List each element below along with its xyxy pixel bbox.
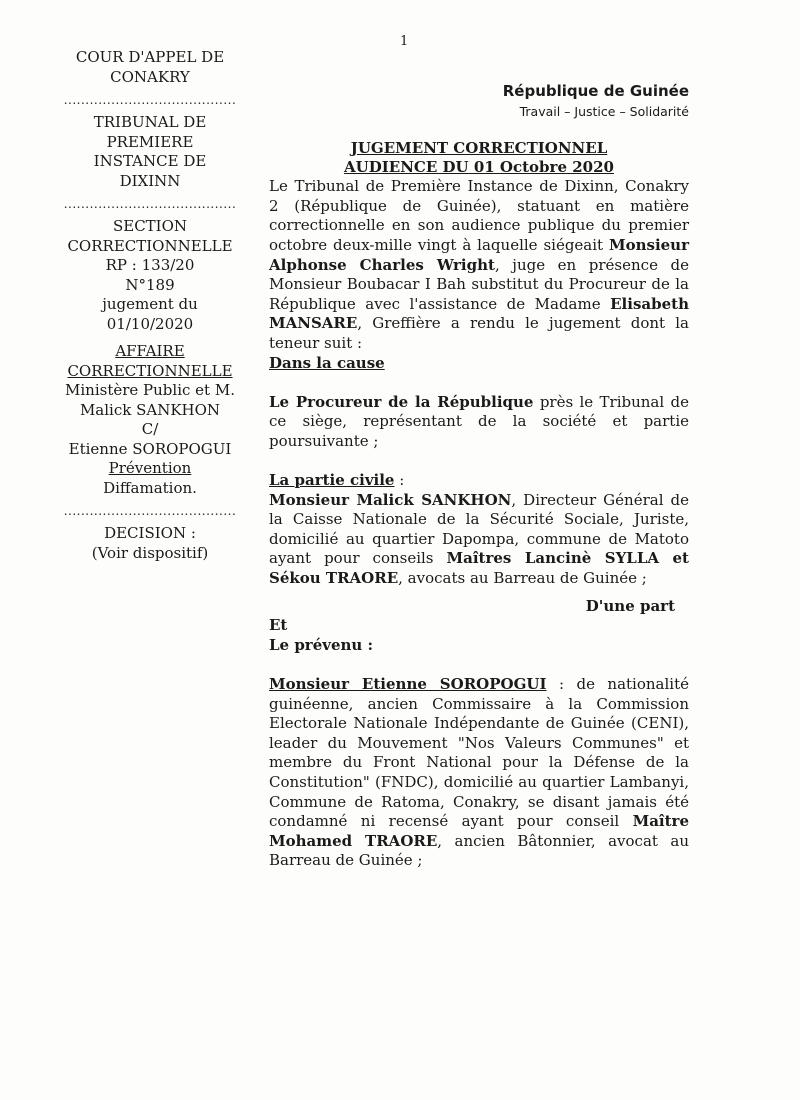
jugement-date: 01/10/2020 (106, 314, 194, 333)
decision-value: (Voir dispositif) (91, 543, 209, 562)
clerk-name: Elisabeth MANSARE (269, 294, 689, 333)
dune-part: D'une part (585, 596, 675, 615)
prevention-value: Diffamation. (103, 478, 197, 497)
prevenu-name: Monsieur Etienne SOROPOGUI (269, 675, 547, 694)
rp-number: RP : 133/20 (105, 256, 195, 274)
procureur-label: Le Procureur de la République (269, 392, 534, 411)
prevenu-lawyer: Maître Mohamed TRAORE (269, 812, 689, 850)
prevenu-heading: Le prévenu : (269, 635, 374, 654)
page-number: 1 (400, 34, 409, 49)
judge-name: Monsieur Alphonse Charles Wright (269, 235, 689, 274)
tribunal-line-2: PREMIERE (106, 132, 194, 151)
hearing-date-title: AUDIENCE DU 01 Octobre 2020 (344, 158, 614, 177)
case-number: N°189 (125, 275, 175, 294)
separator: ........................................ (63, 93, 237, 107)
tribunal-line-4: DIXINN (119, 171, 181, 190)
court-line-2: CONAKRY (110, 67, 190, 86)
parties-line-3: C/ (141, 420, 159, 438)
tribunal-line-1: TRIBUNAL DE (93, 113, 207, 131)
civile-lawyers: Maîtres Lancinè SYLLA et Sékou TRAORE (269, 549, 689, 588)
dans-la-cause-heading: Dans la cause (269, 353, 385, 372)
partie-civile-heading: La partie civile : (269, 471, 405, 490)
decision-label: DECISION : (104, 524, 196, 542)
intro-paragraph: Le Tribunal de Première Instance de Dixinn, Conakry 2 (République de Guinée), statuant en matière correctionnelle en son audience publique du premier octobre deux-mille vingt à laquelle siégeait Monsieur Alphonse Charles Wright, juge en présence de Monsieur Boubacar I Bah substitut du Procureur de la République avec l'assistance de Madame Elisabeth MANSARE, Greffière a rendu le jugement dont la teneur suit : (269, 177, 690, 352)
civile-name: Monsieur Malick SANKHON (269, 490, 512, 509)
parties-line-2: Malick SANKHON (79, 400, 221, 419)
jugement-label: jugement du (102, 295, 198, 313)
procureur-paragraph: Le Procureur de la République près le Tribunal de ce siège, représentant de la société et partie poursuivante ; (269, 392, 689, 450)
prevenu-paragraph: Monsieur Etienne SOROPOGUI : de nationalité guinéenne, ancien Commissaire à la Commission Electorale Nationale Indépendante de Guinée (CENI), leader du Mouvement "Nos Valeurs Communes" et membre du Front National pour la Défense de la Constitution" (FNDC), domicilié au quartier Lambanyi, Commune de Ratoma, Conakry, se disant jamais été condamné ni recensé ayant pour conseil Maître Mohamed TRAORE, ancien Bâtonnier, avocat au Barreau de Guinée ; (269, 675, 689, 870)
national-motto: Travail – Justice – Solidarité (519, 103, 689, 119)
judgment-title: JUGEMENT CORRECTIONNEL (350, 139, 608, 158)
court-line-1: COUR D'APPEL DE (75, 48, 225, 66)
left-margin-column (55, 48, 245, 563)
et-label: Et (269, 616, 288, 635)
partie-civile-paragraph: Monsieur Malick SANKHON, Directeur Général de la Caisse Nationale de la Sécurité Sociale, Juriste, domicilié au quartier Dapompa, commune de Matoto ayant pour conseils Maîtres Lancinè SYLLA et Sékou TRAORE, avocats au Barreau de Guinée ; (269, 490, 689, 588)
main-text-column (269, 82, 689, 871)
affaire-label: AFFAIRE CORRECTIONNELLE (67, 342, 233, 380)
section-line-2: CORRECTIONNELLE (67, 236, 233, 255)
separator: ........................................ (63, 197, 237, 211)
parties-line-4: Etienne SOROPOGUI (68, 439, 232, 458)
section-line-1: SECTION (112, 217, 188, 235)
tribunal-line-3: INSTANCE DE (93, 152, 207, 170)
prevention-label: Prévention (108, 459, 192, 477)
parties-line-1: Ministère Public et M. (65, 381, 235, 399)
country-name: République de Guinée (502, 82, 689, 100)
separator: ........................................ (63, 504, 237, 518)
